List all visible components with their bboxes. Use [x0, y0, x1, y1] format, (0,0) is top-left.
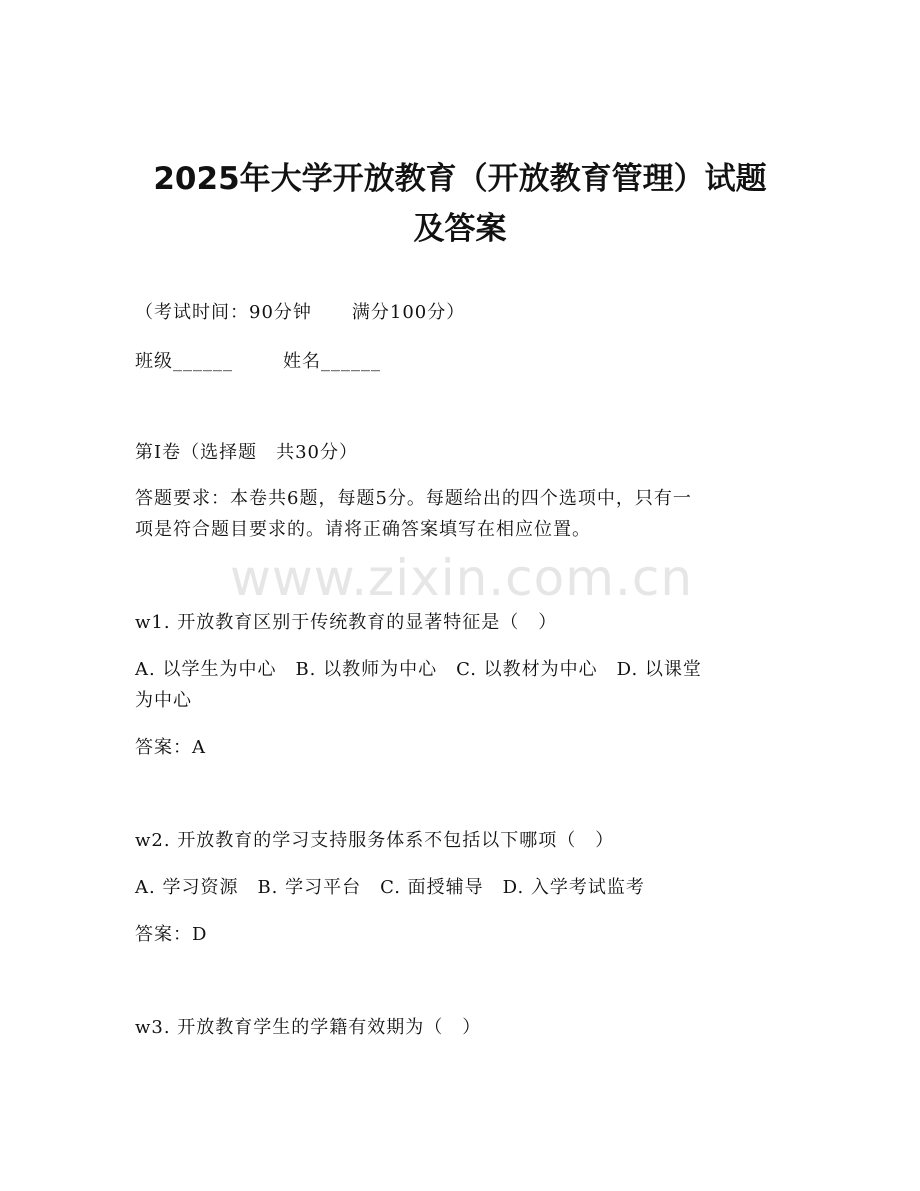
- full-score: 满分100分）: [351, 302, 466, 323]
- document-title: 2025年大学开放教育（开放教育管理）试题: [153, 161, 767, 197]
- question-stem: w1. 开放教育区别于传统教育的显著特征是（ ）: [135, 612, 558, 633]
- question-stem: w3. 开放教育学生的学籍有效期为（ ）: [135, 1017, 482, 1038]
- instructions-line-1: 答题要求：本卷共6题，每题5分。每题给出的四个选项中，只有一: [135, 488, 692, 509]
- document-title-continued: 及答案: [413, 211, 507, 247]
- question-answer: 答案：D: [135, 924, 208, 945]
- class-field: 班级______: [135, 351, 233, 372]
- question-stem: w2. 开放教育的学习支持服务体系不包括以下哪项（ ）: [135, 830, 615, 851]
- watermark: www.zixin.com.cn: [230, 549, 694, 607]
- question-options: A. 学习资源 B. 学习平台 C. 面授辅导 D. 入学考试监考: [135, 877, 645, 898]
- section-title: 第Ⅰ卷（选择题 共30分）: [135, 442, 359, 463]
- exam-time: （考试时间：90分钟: [135, 302, 312, 323]
- question-options-continued: 为中心: [135, 690, 192, 711]
- student-info: [135, 350, 381, 374]
- exam-info: [135, 301, 465, 325]
- question-options: A. 以学生为中心 B. 以教师为中心 C. 以教材为中心 D. 以课堂: [135, 659, 702, 680]
- name-field: 姓名______: [283, 351, 381, 372]
- question-answer: 答案：A: [135, 737, 206, 758]
- instructions-line-2: 项是符合题目要求的。请将正确答案填写在相应位置。: [135, 519, 591, 540]
